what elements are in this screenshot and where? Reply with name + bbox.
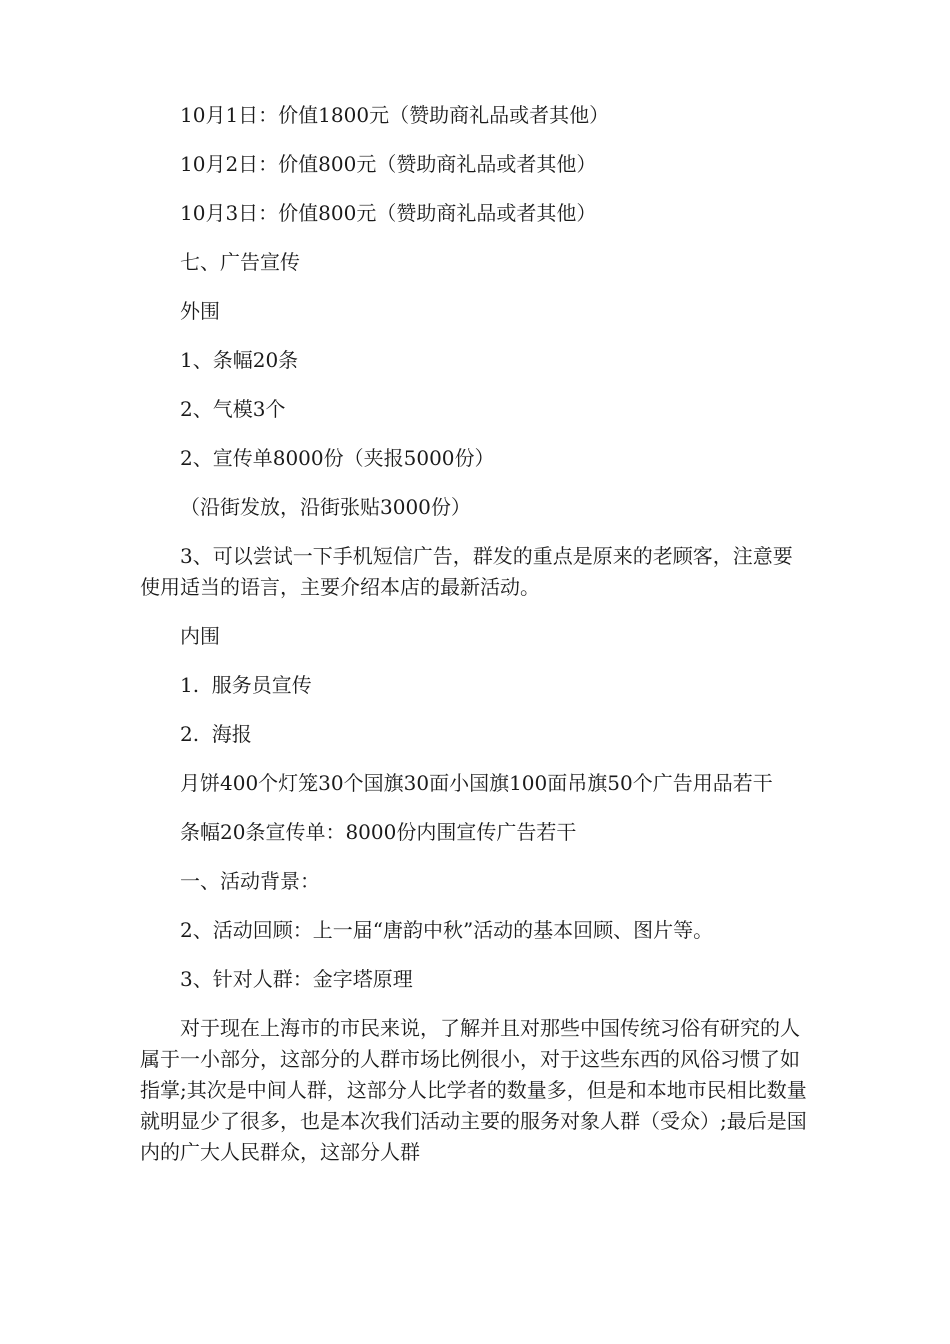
subheading-outer: 外围 <box>180 299 220 323</box>
section-heading-background: 一、活动背景： <box>180 869 320 893</box>
list-item-posters: 2. 海报 <box>180 722 252 746</box>
paragraph-materials: 月饼400个灯笼30个国旗30面小国旗100面吊旗50个广告用品若干 <box>180 771 773 795</box>
paragraph-target-audience: 3、针对人群：金字塔原理 <box>180 967 413 991</box>
paragraph-prize-oct-3: 10月3日：价值800元（赞助商礼品或者其他） <box>180 201 597 225</box>
paragraph-prize-oct-1: 10月1日：价值1800元（赞助商礼品或者其他） <box>180 103 610 127</box>
list-item-staff-promo: 1. 服务员宣传 <box>180 673 312 697</box>
list-item-sms-ads: 3、可以尝试一下手机短信广告，群发的重点是原来的老顾客，注意要使用适当的语言，主要介绍本店的最新活动。 <box>140 544 793 599</box>
paragraph-prize-oct-2: 10月2日：价值800元（赞助商礼品或者其他） <box>180 152 597 176</box>
paragraph-audience-analysis: 对于现在上海市的市民来说，了解并且对那些中国传统习俗有研究的人属于一小部分，这部分的人群市场比例很小，对于这些东西的风俗习惯了如指掌;其次是中间人群，这部分人比学者的数量多，但是和本地市民相比数量就明显少了很多，也是本次我们活动主要的服务对象人群（受众）;最后是国内的广大人民群众，这部分人群 <box>140 1016 807 1164</box>
list-item-inflatables: 2、气模3个 <box>180 397 286 421</box>
list-item-banners: 1、条幅20条 <box>180 348 299 372</box>
paragraph-review: 2、活动回顾：上一届“唐韵中秋”活动的基本回顾、图片等。 <box>180 918 714 942</box>
section-heading-advertising: 七、广告宣传 <box>180 250 300 274</box>
list-item-flyers: 2、宣传单8000份（夹报5000份） <box>180 446 495 470</box>
document-body <box>140 100 808 1186</box>
paragraph-banners-flyers: 条幅20条宣传单：8000份内围宣传广告若干 <box>180 820 577 844</box>
list-item-flyers-note: （沿街发放，沿街张贴3000份） <box>180 495 471 519</box>
subheading-inner: 内围 <box>180 624 220 648</box>
